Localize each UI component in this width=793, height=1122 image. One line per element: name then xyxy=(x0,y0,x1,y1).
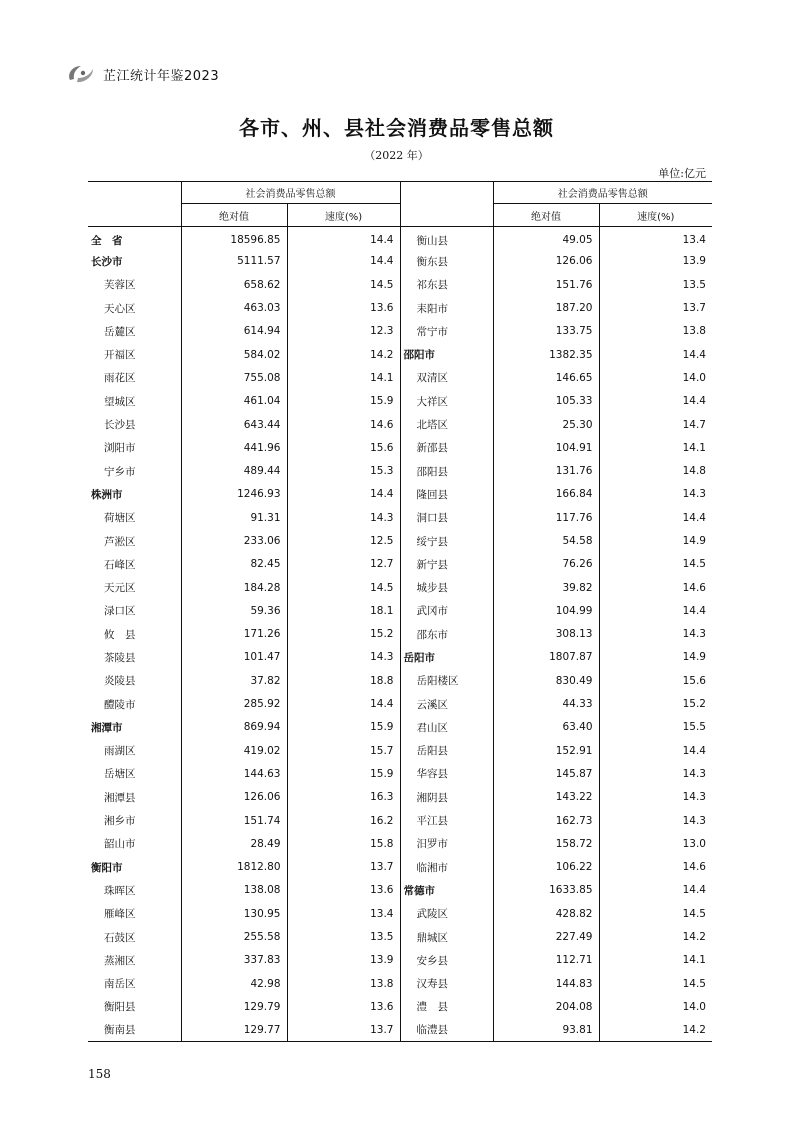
region-name: 常宁市 xyxy=(400,320,493,343)
region-name: 芦淞区 xyxy=(104,535,136,548)
region-name: 蒸湘区 xyxy=(104,954,136,967)
growth-rate: 13.7 xyxy=(287,1019,400,1042)
region-name: 醴陵市 xyxy=(104,698,136,711)
growth-rate: 14.4 xyxy=(287,227,400,250)
growth-rate: 14.5 xyxy=(599,902,712,925)
growth-rate: 14.4 xyxy=(287,483,400,506)
region-name: 城步县 xyxy=(400,576,493,599)
growth-rate: 14.9 xyxy=(599,529,712,552)
absolute-value: 869.94 xyxy=(181,716,287,739)
table-row xyxy=(88,553,712,576)
absolute-value: 44.33 xyxy=(493,692,599,715)
region-name: 芙蓉区 xyxy=(104,279,136,292)
table-row xyxy=(88,1019,712,1042)
table-row xyxy=(88,925,712,948)
region-name: 武冈市 xyxy=(400,599,493,622)
table-row xyxy=(88,995,712,1018)
group-header-left: 社会消费品零售总额 xyxy=(181,182,400,204)
absolute-value: 187.20 xyxy=(493,296,599,319)
absolute-value: 126.06 xyxy=(493,250,599,273)
growth-rate: 13.7 xyxy=(287,856,400,879)
table-row xyxy=(88,227,712,250)
region-name: 南岳区 xyxy=(104,978,136,991)
absolute-value: 93.81 xyxy=(493,1019,599,1042)
region-name: 华容县 xyxy=(400,762,493,785)
absolute-value: 1382.35 xyxy=(493,343,599,366)
growth-rate: 13.4 xyxy=(287,902,400,925)
region-name: 湘乡市 xyxy=(104,815,136,828)
table-row xyxy=(88,692,712,715)
growth-rate: 13.6 xyxy=(287,296,400,319)
growth-rate: 13.6 xyxy=(287,879,400,902)
region-name: 君山区 xyxy=(400,716,493,739)
growth-rate: 14.2 xyxy=(599,925,712,948)
growth-rate: 14.4 xyxy=(599,506,712,529)
growth-rate: 14.3 xyxy=(599,623,712,646)
growth-rate: 15.2 xyxy=(599,692,712,715)
region-name: 衡阳县 xyxy=(104,1001,136,1014)
table-row xyxy=(88,972,712,995)
header-row-group xyxy=(88,182,712,204)
region-name: 绥宁县 xyxy=(400,529,493,552)
region-name: 浏阳市 xyxy=(104,442,136,455)
region-name: 云溪区 xyxy=(400,692,493,715)
region-name: 祁东县 xyxy=(400,273,493,296)
region-name: 衡南县 xyxy=(104,1024,136,1037)
region-name: 汉寿县 xyxy=(400,972,493,995)
region-name: 开福区 xyxy=(104,349,136,362)
absolute-value: 131.76 xyxy=(493,459,599,482)
absolute-value: 830.49 xyxy=(493,669,599,692)
data-table xyxy=(88,181,712,1042)
region-name: 北塔区 xyxy=(400,413,493,436)
growth-rate: 15.9 xyxy=(287,762,400,785)
absolute-value: 419.02 xyxy=(181,739,287,762)
absolute-value: 755.08 xyxy=(181,366,287,389)
absolute-value: 117.76 xyxy=(493,506,599,529)
absolute-value: 42.98 xyxy=(181,972,287,995)
region-name: 天心区 xyxy=(104,302,136,315)
growth-rate: 14.5 xyxy=(287,576,400,599)
region-name: 衡东县 xyxy=(400,250,493,273)
region-name: 株洲市 xyxy=(91,488,123,501)
table-row xyxy=(88,902,712,925)
table-row xyxy=(88,809,712,832)
table-row xyxy=(88,483,712,506)
growth-rate: 14.6 xyxy=(287,413,400,436)
growth-rate: 14.1 xyxy=(287,366,400,389)
region-name: 茶陵县 xyxy=(104,651,136,664)
region-name: 澧 县 xyxy=(400,995,493,1018)
col-header-rate: 速度(%) xyxy=(287,204,400,227)
region-name: 武陵区 xyxy=(400,902,493,925)
absolute-value: 643.44 xyxy=(181,413,287,436)
growth-rate: 14.0 xyxy=(599,995,712,1018)
col-header-value: 绝对值 xyxy=(181,204,287,227)
growth-rate: 15.5 xyxy=(599,716,712,739)
absolute-value: 59.36 xyxy=(181,599,287,622)
absolute-value: 158.72 xyxy=(493,832,599,855)
running-header xyxy=(66,62,219,86)
table-row xyxy=(88,762,712,785)
absolute-value: 28.49 xyxy=(181,832,287,855)
absolute-value: 152.91 xyxy=(493,739,599,762)
table-row xyxy=(88,669,712,692)
table-row xyxy=(88,576,712,599)
region-name: 长沙县 xyxy=(104,419,136,432)
region-name: 岳塘区 xyxy=(104,768,136,781)
growth-rate: 14.8 xyxy=(599,459,712,482)
growth-rate: 13.8 xyxy=(599,320,712,343)
absolute-value: 104.99 xyxy=(493,599,599,622)
growth-rate: 15.7 xyxy=(287,739,400,762)
growth-rate: 14.9 xyxy=(599,646,712,669)
region-name: 岳阳市 xyxy=(400,646,493,669)
table-row xyxy=(88,273,712,296)
region-name: 湘潭市 xyxy=(91,721,123,734)
group-header-right: 社会消费品零售总额 xyxy=(493,182,712,204)
growth-rate: 18.8 xyxy=(287,669,400,692)
growth-rate: 14.4 xyxy=(599,739,712,762)
growth-rate: 14.3 xyxy=(599,762,712,785)
absolute-value: 25.30 xyxy=(493,413,599,436)
absolute-value: 144.63 xyxy=(181,762,287,785)
absolute-value: 658.62 xyxy=(181,273,287,296)
absolute-value: 91.31 xyxy=(181,506,287,529)
absolute-value: 428.82 xyxy=(493,902,599,925)
region-name: 汨罗市 xyxy=(400,832,493,855)
absolute-value: 1812.80 xyxy=(181,856,287,879)
absolute-value: 144.83 xyxy=(493,972,599,995)
region-name: 望城区 xyxy=(104,395,136,408)
table-row xyxy=(88,646,712,669)
absolute-value: 76.26 xyxy=(493,553,599,576)
absolute-value: 1246.93 xyxy=(181,483,287,506)
growth-rate: 13.9 xyxy=(599,250,712,273)
growth-rate: 18.1 xyxy=(287,599,400,622)
absolute-value: 441.96 xyxy=(181,436,287,459)
growth-rate: 13.8 xyxy=(287,972,400,995)
col-header-rate: 速度(%) xyxy=(599,204,712,227)
region-name: 大祥区 xyxy=(400,390,493,413)
growth-rate: 13.4 xyxy=(599,227,712,250)
region-name: 鼎城区 xyxy=(400,925,493,948)
growth-rate: 14.0 xyxy=(599,366,712,389)
region-name: 宁乡市 xyxy=(104,465,136,478)
growth-rate: 14.3 xyxy=(599,483,712,506)
growth-rate: 13.0 xyxy=(599,832,712,855)
table-row xyxy=(88,413,712,436)
region-name: 双清区 xyxy=(400,366,493,389)
growth-rate: 12.7 xyxy=(287,553,400,576)
absolute-value: 1633.85 xyxy=(493,879,599,902)
growth-rate: 14.5 xyxy=(287,273,400,296)
absolute-value: 584.02 xyxy=(181,343,287,366)
growth-rate: 14.4 xyxy=(287,250,400,273)
growth-rate: 15.3 xyxy=(287,459,400,482)
absolute-value: 138.08 xyxy=(181,879,287,902)
retail-sales-table xyxy=(88,181,712,1042)
growth-rate: 14.3 xyxy=(287,646,400,669)
region-name: 岳麓区 xyxy=(104,325,136,338)
region-name: 邵阳县 xyxy=(400,459,493,482)
region-name: 临湘市 xyxy=(400,856,493,879)
region-name: 攸 县 xyxy=(104,628,136,641)
absolute-value: 146.65 xyxy=(493,366,599,389)
table-row xyxy=(88,879,712,902)
growth-rate: 15.9 xyxy=(287,390,400,413)
region-name: 雨花区 xyxy=(104,372,136,385)
absolute-value: 463.03 xyxy=(181,296,287,319)
region-name: 新宁县 xyxy=(400,553,493,576)
table-row xyxy=(88,296,712,319)
growth-rate: 14.6 xyxy=(599,856,712,879)
absolute-value: 255.58 xyxy=(181,925,287,948)
growth-rate: 14.5 xyxy=(599,553,712,576)
table-row xyxy=(88,739,712,762)
absolute-value: 489.44 xyxy=(181,459,287,482)
absolute-value: 130.95 xyxy=(181,902,287,925)
table-row xyxy=(88,856,712,879)
region-name: 珠晖区 xyxy=(104,884,136,897)
absolute-value: 162.73 xyxy=(493,809,599,832)
absolute-value: 63.40 xyxy=(493,716,599,739)
absolute-value: 54.58 xyxy=(493,529,599,552)
region-name: 全 省 xyxy=(91,234,123,247)
absolute-value: 18596.85 xyxy=(181,227,287,250)
growth-rate: 14.5 xyxy=(599,972,712,995)
growth-rate: 14.4 xyxy=(599,390,712,413)
region-name: 石鼓区 xyxy=(104,931,136,944)
region-name: 新邵县 xyxy=(400,436,493,459)
growth-rate: 14.7 xyxy=(599,413,712,436)
table-row xyxy=(88,366,712,389)
region-name: 渌口区 xyxy=(104,605,136,618)
region-name: 石峰区 xyxy=(104,558,136,571)
absolute-value: 104.91 xyxy=(493,436,599,459)
region-name: 雨湖区 xyxy=(104,745,136,758)
region-name: 长沙市 xyxy=(91,255,123,268)
table-row xyxy=(88,343,712,366)
growth-rate: 16.3 xyxy=(287,786,400,809)
table-row xyxy=(88,506,712,529)
growth-rate: 15.6 xyxy=(599,669,712,692)
growth-rate: 14.2 xyxy=(287,343,400,366)
region-name: 韶山市 xyxy=(104,838,136,851)
absolute-value: 145.87 xyxy=(493,762,599,785)
region-name: 荷塘区 xyxy=(104,512,136,525)
region-name: 雁峰区 xyxy=(104,908,136,921)
growth-rate: 12.3 xyxy=(287,320,400,343)
region-name: 邵阳市 xyxy=(400,343,493,366)
table-body xyxy=(88,227,712,1042)
growth-rate: 13.6 xyxy=(287,995,400,1018)
growth-rate: 13.9 xyxy=(287,949,400,972)
region-name: 常德市 xyxy=(400,879,493,902)
absolute-value: 227.49 xyxy=(493,925,599,948)
page-title: 各市、州、县社会消费品零售总额 xyxy=(239,116,554,140)
region-name: 湘潭县 xyxy=(104,791,136,804)
growth-rate: 14.1 xyxy=(599,436,712,459)
growth-rate: 14.6 xyxy=(599,576,712,599)
swoosh-logo-icon xyxy=(66,63,96,85)
absolute-value: 184.28 xyxy=(181,576,287,599)
absolute-value: 129.77 xyxy=(181,1019,287,1042)
col-header-value: 绝对值 xyxy=(493,204,599,227)
region-name: 岳阳楼区 xyxy=(400,669,493,692)
absolute-value: 126.06 xyxy=(181,786,287,809)
region-name: 天元区 xyxy=(104,582,136,595)
absolute-value: 106.22 xyxy=(493,856,599,879)
table-row xyxy=(88,320,712,343)
table-row xyxy=(88,716,712,739)
growth-rate: 13.5 xyxy=(599,273,712,296)
absolute-value: 204.08 xyxy=(493,995,599,1018)
growth-rate: 14.4 xyxy=(287,692,400,715)
growth-rate: 14.4 xyxy=(599,343,712,366)
growth-rate: 14.4 xyxy=(599,879,712,902)
growth-rate: 14.1 xyxy=(599,949,712,972)
growth-rate: 14.4 xyxy=(599,599,712,622)
region-name: 衡阳市 xyxy=(91,861,123,874)
absolute-value: 1807.87 xyxy=(493,646,599,669)
region-name: 临澧县 xyxy=(400,1019,493,1042)
absolute-value: 461.04 xyxy=(181,390,287,413)
table-row xyxy=(88,390,712,413)
region-header-right xyxy=(400,182,493,227)
absolute-value: 143.22 xyxy=(493,786,599,809)
table-row xyxy=(88,529,712,552)
table-row xyxy=(88,599,712,622)
region-name: 安乡县 xyxy=(400,949,493,972)
region-name: 衡山县 xyxy=(400,227,493,250)
region-name: 平江县 xyxy=(400,809,493,832)
absolute-value: 151.74 xyxy=(181,809,287,832)
absolute-value: 171.26 xyxy=(181,623,287,646)
growth-rate: 12.5 xyxy=(287,529,400,552)
growth-rate: 13.5 xyxy=(287,925,400,948)
growth-rate: 15.6 xyxy=(287,436,400,459)
growth-rate: 13.7 xyxy=(599,296,712,319)
region-name: 湘阴县 xyxy=(400,786,493,809)
table-row xyxy=(88,250,712,273)
absolute-value: 105.33 xyxy=(493,390,599,413)
absolute-value: 337.83 xyxy=(181,949,287,972)
absolute-value: 129.79 xyxy=(181,995,287,1018)
growth-rate: 15.8 xyxy=(287,832,400,855)
region-name: 隆回县 xyxy=(400,483,493,506)
absolute-value: 151.76 xyxy=(493,273,599,296)
table-row xyxy=(88,459,712,482)
absolute-value: 285.92 xyxy=(181,692,287,715)
absolute-value: 39.82 xyxy=(493,576,599,599)
table-row xyxy=(88,623,712,646)
page-subtitle: （2022 年） xyxy=(364,149,429,162)
table-row xyxy=(88,949,712,972)
absolute-value: 37.82 xyxy=(181,669,287,692)
table-row xyxy=(88,832,712,855)
absolute-value: 308.13 xyxy=(493,623,599,646)
growth-rate: 15.9 xyxy=(287,716,400,739)
growth-rate: 14.3 xyxy=(599,786,712,809)
absolute-value: 112.71 xyxy=(493,949,599,972)
absolute-value: 614.94 xyxy=(181,320,287,343)
growth-rate: 14.2 xyxy=(599,1019,712,1042)
absolute-value: 133.75 xyxy=(493,320,599,343)
absolute-value: 166.84 xyxy=(493,483,599,506)
unit-label: 单位:亿元 xyxy=(658,167,706,180)
region-name: 炎陵县 xyxy=(104,675,136,688)
table-row xyxy=(88,436,712,459)
absolute-value: 5111.57 xyxy=(181,250,287,273)
table-row xyxy=(88,786,712,809)
absolute-value: 101.47 xyxy=(181,646,287,669)
region-name: 邵东市 xyxy=(400,623,493,646)
region-name: 岳阳县 xyxy=(400,739,493,762)
absolute-value: 233.06 xyxy=(181,529,287,552)
absolute-value: 49.05 xyxy=(493,227,599,250)
book-title: 芷江统计年鉴2023 xyxy=(103,68,220,84)
region-name: 耒阳市 xyxy=(400,296,493,319)
region-name: 洞口县 xyxy=(400,506,493,529)
absolute-value: 82.45 xyxy=(181,553,287,576)
growth-rate: 14.3 xyxy=(287,506,400,529)
region-header-left xyxy=(88,182,181,227)
growth-rate: 16.2 xyxy=(287,809,400,832)
page-number: 158 xyxy=(88,1067,111,1081)
growth-rate: 15.2 xyxy=(287,623,400,646)
growth-rate: 14.3 xyxy=(599,809,712,832)
